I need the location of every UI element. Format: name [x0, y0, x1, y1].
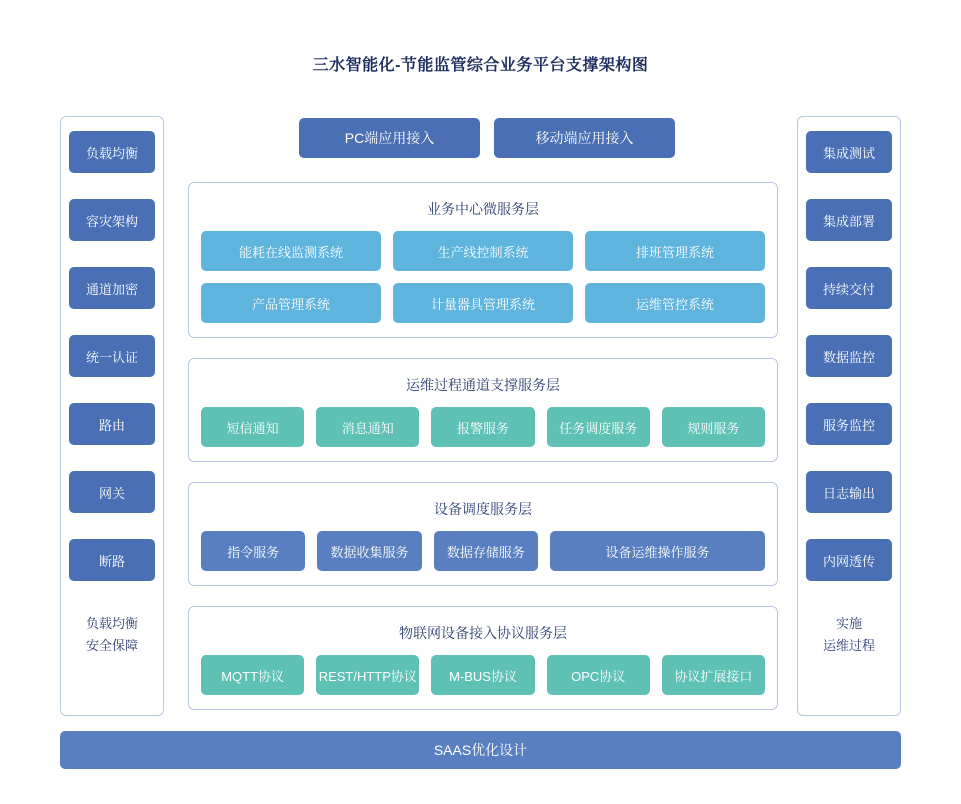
- cell-data-storage-service[interactable]: 数据存储服务: [434, 531, 538, 571]
- right-support-column: [797, 116, 901, 716]
- cell-production-line-control[interactable]: 生产线控制系统: [393, 231, 573, 271]
- layer-device-row-1: [201, 531, 765, 571]
- layer-business-row-2: [201, 283, 765, 323]
- cell-opc-protocol[interactable]: OPC协议: [547, 655, 650, 695]
- left-item-unified-auth[interactable]: 统一认证: [69, 335, 155, 377]
- application-access-row: [299, 118, 675, 158]
- layer-iot-title: 物联网设备接入协议服务层: [399, 625, 567, 641]
- layer-ops-channel-support: [188, 358, 778, 462]
- right-item-service-monitoring[interactable]: 服务监控: [806, 403, 892, 445]
- right-footer-line-2: 运维过程: [822, 638, 875, 653]
- right-column-footer: [823, 613, 875, 657]
- cell-product-management[interactable]: 产品管理系统: [201, 283, 381, 323]
- layer-channel-row-1: [201, 407, 765, 447]
- cell-shift-management[interactable]: 排班管理系统: [585, 231, 765, 271]
- cell-alarm-service[interactable]: 报警服务: [431, 407, 534, 447]
- left-item-channel-encryption[interactable]: 通道加密: [69, 267, 155, 309]
- right-item-integration-deploy[interactable]: 集成部署: [806, 199, 892, 241]
- right-footer-line-1: 实施: [835, 616, 862, 631]
- cell-sms-notification[interactable]: 短信通知: [201, 407, 304, 447]
- layer-business-title: 业务中心微服务层: [427, 201, 539, 217]
- layer-business-row-1: [201, 231, 765, 271]
- cell-protocol-extension-interface[interactable]: 协议扩展接口: [662, 655, 765, 695]
- left-item-load-balance[interactable]: 负载均衡: [69, 131, 155, 173]
- layer-iot-row-1: [201, 655, 765, 695]
- left-footer-line-2: 安全保障: [85, 638, 138, 653]
- left-item-routing[interactable]: 路由: [69, 403, 155, 445]
- layer-device-scheduling: [188, 482, 778, 586]
- access-pc[interactable]: PC端应用接入: [299, 118, 480, 158]
- saas-optimization-bar[interactable]: SAAS优化设计: [60, 731, 901, 769]
- cell-data-collection-service[interactable]: 数据收集服务: [317, 531, 421, 571]
- left-column-footer: [86, 613, 138, 657]
- cell-rest-http-protocol[interactable]: REST/HTTP协议: [316, 655, 419, 695]
- layer-iot-protocol-access: [188, 606, 778, 710]
- cell-mqtt-protocol[interactable]: MQTT协议: [201, 655, 304, 695]
- right-item-continuous-delivery[interactable]: 持续交付: [806, 267, 892, 309]
- left-item-disaster-recovery[interactable]: 容灾架构: [69, 199, 155, 241]
- layer-business-microservices: [188, 182, 778, 338]
- layer-channel-title: 运维过程通道支撑服务层: [406, 377, 560, 393]
- left-support-column: [60, 116, 164, 716]
- cell-device-ops-service[interactable]: 设备运维操作服务: [550, 531, 765, 571]
- right-item-data-monitoring[interactable]: 数据监控: [806, 335, 892, 377]
- cell-command-service[interactable]: 指令服务: [201, 531, 305, 571]
- left-item-gateway[interactable]: 网关: [69, 471, 155, 513]
- cell-message-notification[interactable]: 消息通知: [316, 407, 419, 447]
- right-item-log-output[interactable]: 日志输出: [806, 471, 892, 513]
- right-item-intranet-tunnel[interactable]: 内网透传: [806, 539, 892, 581]
- cell-mbus-protocol[interactable]: M-BUS协议: [431, 655, 534, 695]
- cell-rule-service[interactable]: 规则服务: [662, 407, 765, 447]
- right-item-integration-test[interactable]: 集成测试: [806, 131, 892, 173]
- left-footer-line-1: 负载均衡: [85, 616, 138, 631]
- left-item-circuit-breaker[interactable]: 断路: [69, 539, 155, 581]
- access-mobile[interactable]: 移动端应用接入: [494, 118, 675, 158]
- page-title: 三水智能化-节能监管综合业务平台支撑架构图: [312, 57, 649, 74]
- cell-metering-device-management[interactable]: 计量器具管理系统: [393, 283, 573, 323]
- cell-ops-control[interactable]: 运维管控系统: [585, 283, 765, 323]
- layer-device-title: 设备调度服务层: [434, 501, 532, 517]
- cell-task-scheduling-service[interactable]: 任务调度服务: [547, 407, 650, 447]
- cell-energy-monitoring[interactable]: 能耗在线监测系统: [201, 231, 381, 271]
